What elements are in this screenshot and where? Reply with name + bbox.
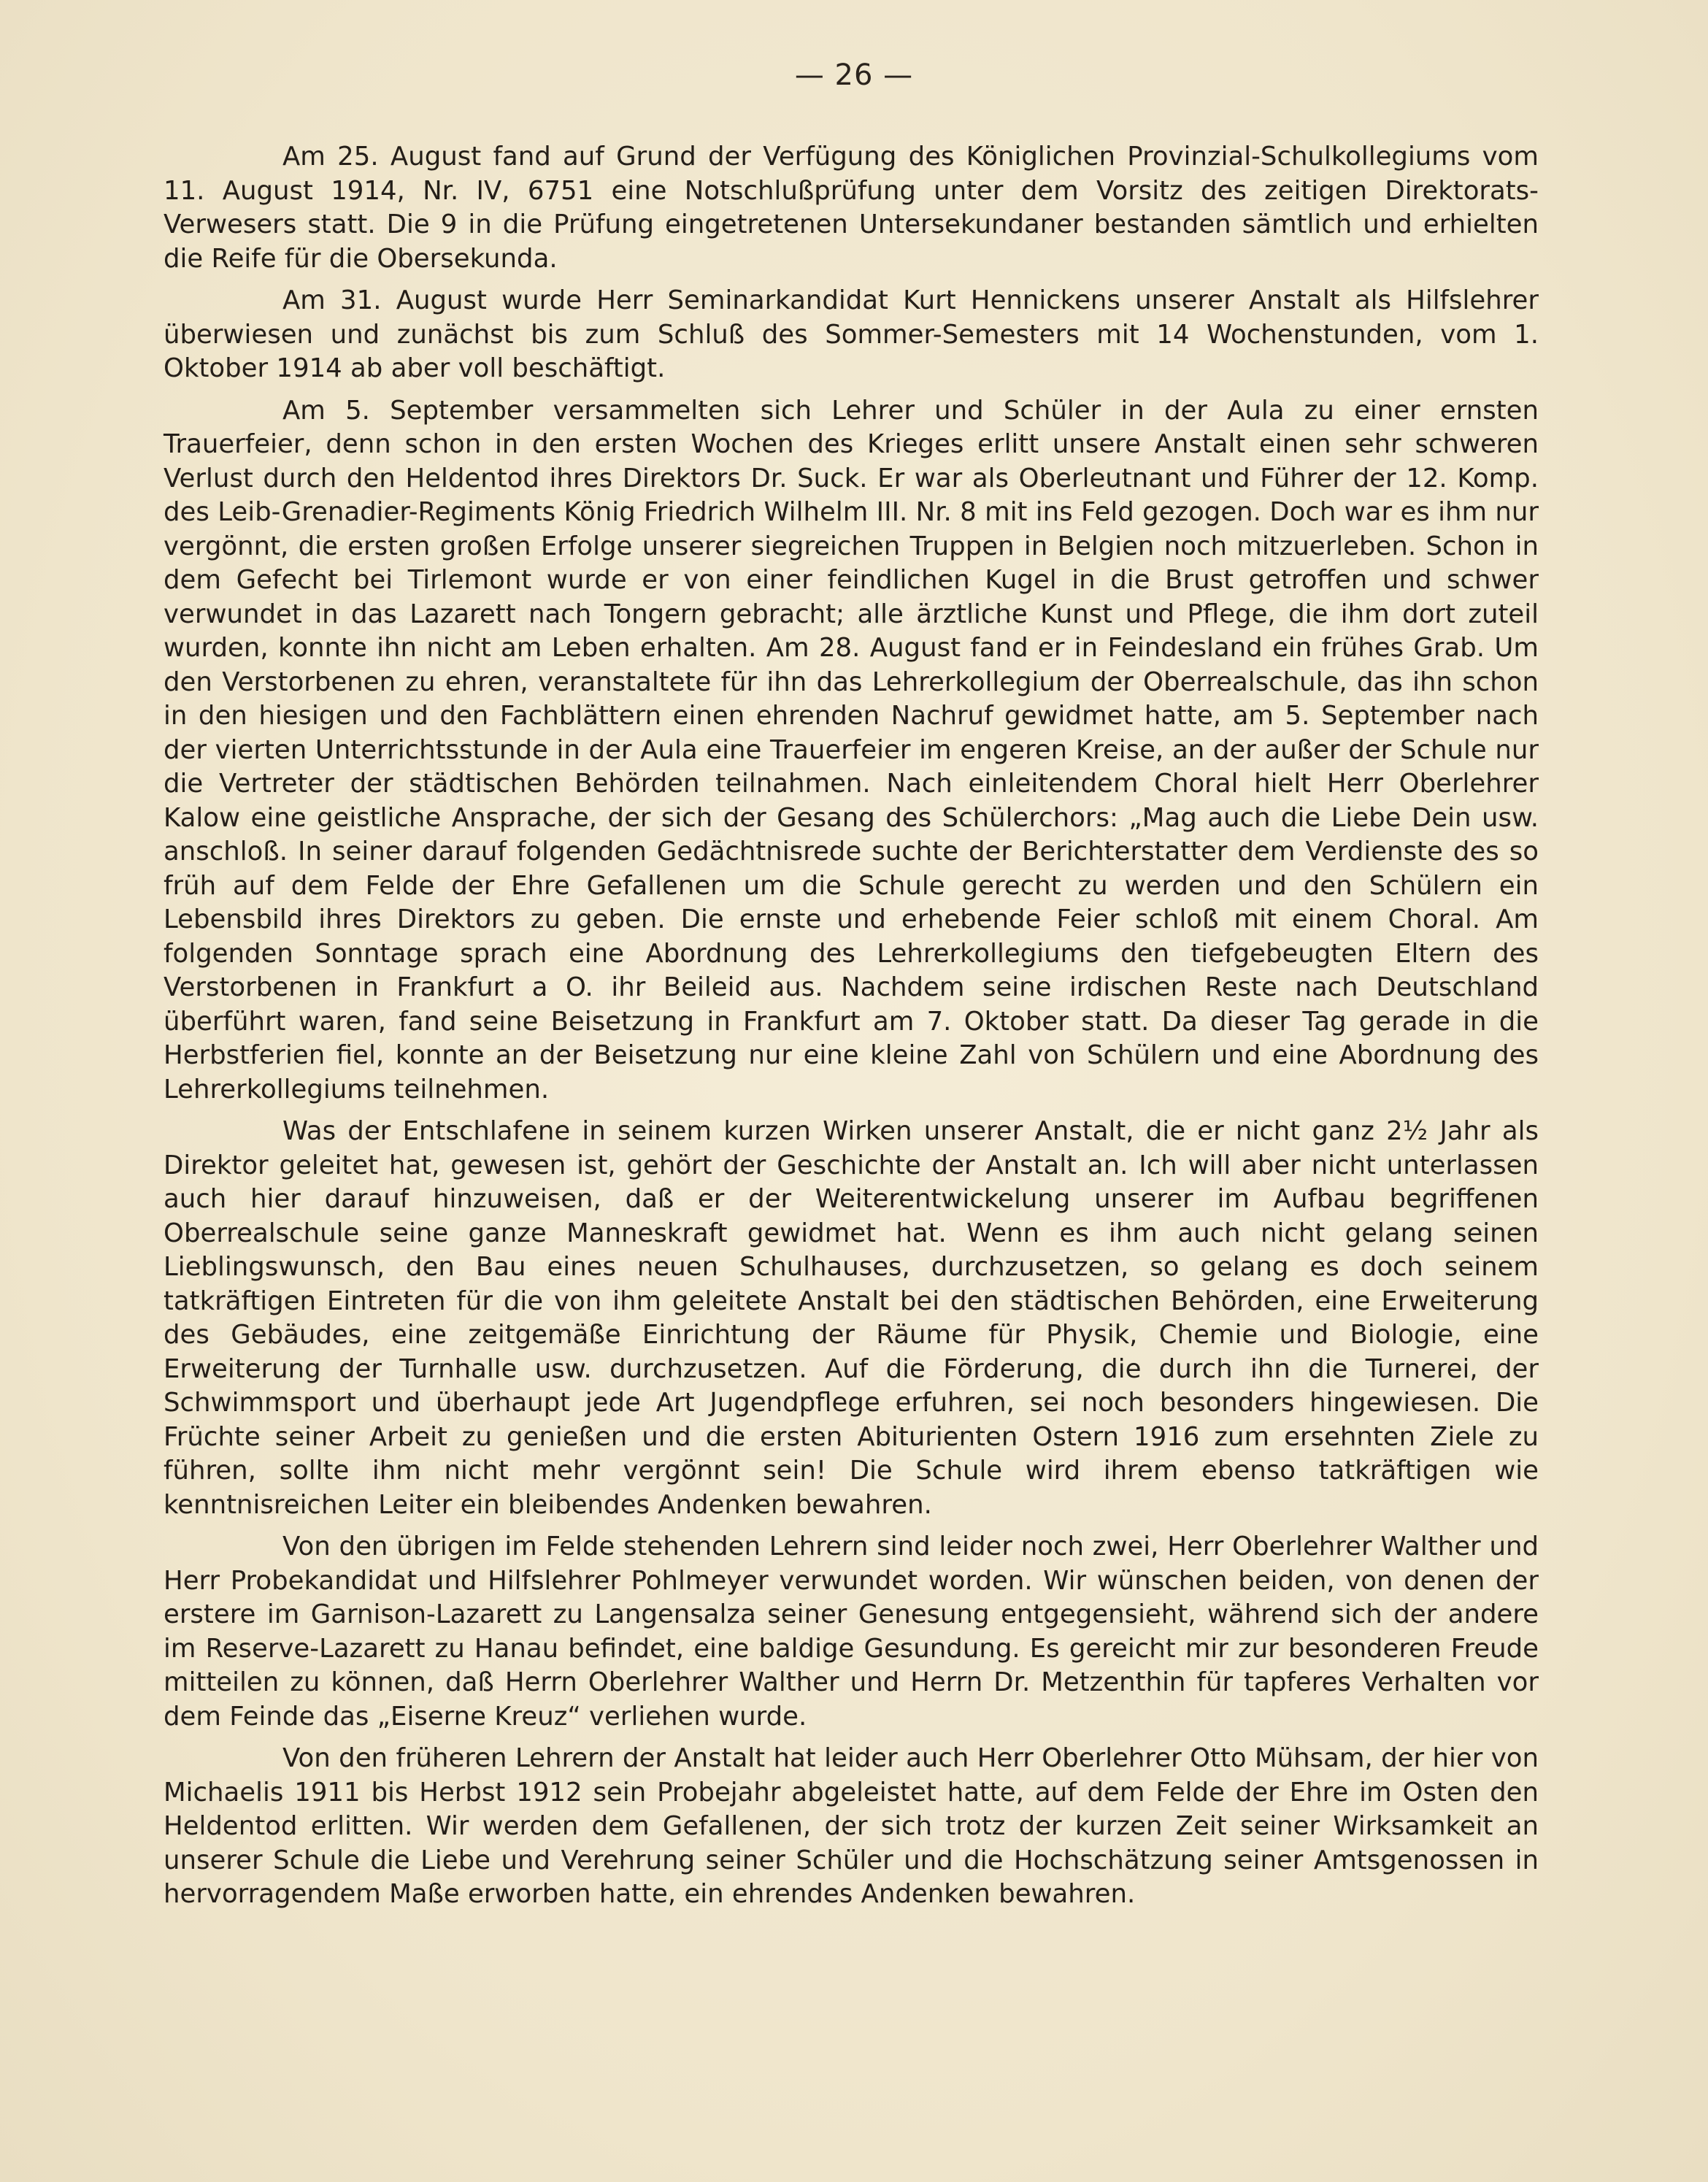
page-number: — 26 — (794, 58, 914, 92)
paragraph-verwundete: Von den übrigen im Felde stehenden Lehrern sind leider noch zwei, Herr Oberlehrer Walther und Herr Probekandidat und Hilfslehrer Pohlmeyer verwundet worden. Wir wünschen beiden, von denen der erstere im Garnison-Lazarett zu Langensalza seiner Genesung entgegensieht, während sich der andere im Reserve-Lazarett zu Hanau befindet, eine baldige Gesundung. Es gereicht mir zur besonderen Freude mitteilen zu können, daß Herrn Oberlehrer Walther und Herrn Dr. Metzenthin für tapferes Verhalten vor dem Feinde das „Eiserne Kreuz“ verliehen wurde. (164, 1532, 1539, 1732)
paragraph-fruehere-lehrer: Von den früheren Lehrern der Anstalt hat leider auch Herr Oberlehrer Otto Mühsam, der hier von Michaelis 1911 bis Herbst 1912 sein Probejahr abgeleistet hatte, auf dem Felde der Ehre im Osten den Heldentod erlitten. Wir werden dem Gefallenen, der sich trotz der kurzen Zeit seiner Wirksamkeit an unserer Schule die Liebe und Verehrung seiner Schüler und die Hochschätzung seiner Amtsgenossen in hervorragendem Maße erworben hatte, ein ehrendes Andenken bewahren. (164, 1743, 1539, 1909)
paragraph-hilfslehrer: Am 31. August wurde Herr Seminarkandidat Kurt Hennickens unserer Anstalt als Hilfslehrer überwiesen und zunächst bis zum Schluß des Sommer-Semesters mit 14 Wochenstunden, vom 1. Oktober 1914 ab aber voll beschäftigt. (164, 285, 1539, 383)
body-text (164, 140, 1539, 1912)
paragraph-abschlusspruefung: Am 25. August fand auf Grund der Verfügung des Königlichen Provinzial-Schulkollegiums vom 11. August 1914, Nr. IV, 6751 eine Notschlußprüfung unter dem Vorsitz des zeitigen Direktorats-Verwesers statt. Die 9 in die Prüfung eingetretenen Untersekundaner bestanden sämtlich und erhielten die Reife für die Obersekunda. (164, 142, 1539, 274)
paragraph-trauerfeier: Am 5. September versammelten sich Lehrer und Schüler in der Aula zu einer ernsten Trauerfeier, denn schon in den ersten Wochen des Krieges erlitt unsere Anstalt einen sehr schweren Verlust durch den Heldentod ihres Direktors Dr. Suck. Er war als Oberleutnant und Führer der 12. Komp. des Leib-Grenadier-Regiments König Friedrich Wilhelm III. Nr. 8 mit ins Feld gezogen. Doch war es ihm nur vergönnt, die ersten großen Erfolge unserer siegreichen Truppen in Belgien noch mitzuerleben. Schon in dem Gefecht bei Tirlemont wurde er von einer feindlichen Kugel in die Brust getroffen und schwer verwundet in das Lazarett nach Tongern gebracht; alle ärztliche Kunst und Pflege, die ihm dort zuteil wurden, konnte ihn nicht am Leben erhalten. Am 28. August fand er in Feindesland ein frühes Grab. Um den Verstorbenen zu ehren, veranstaltete für ihn das Lehrerkollegium der Oberrealschule, das ihn schon in den hiesigen und den Fachblättern einen ehrenden Nachruf gewidmet hatte, am 5. September nach der vierten Unterrichtsstunde in der Aula eine Trauerfeier im engeren Kreise, an der außer der Schule nur die Vertreter der städtischen Behörden teilnahmen. Nach einleitendem Choral hielt Herr Oberlehrer Kalow eine geistliche Ansprache, der sich der Gesang des Schülerchors: „Mag auch die Liebe Dein usw. anschloß. In seiner darauf folgenden Gedächtnisrede suchte der Berichterstatter dem Verdienste des so früh auf dem Felde der Ehre Gefallenen um die Schule gerecht zu werden und den Schülern ein Lebensbild ihres Direktors zu geben. Die ernste und erhebende Feier schloß mit einem Choral. Am folgenden Sonntage sprach eine Abordnung des Lehrerkollegiums den tiefgebeugten Eltern des Verstorbenen in Frankfurt a O. ihr Beileid aus. Nachdem seine irdischen Reste nach Deutschland überführt waren, fand seine Beisetzung in Frankfurt am 7. Oktober statt. Da dieser Tag gerade in die Herbstferien fiel, konnte an der Beisetzung nur eine kleine Zahl von Schülern und eine Abordnung des Lehrerkollegiums teilnehmen. (164, 395, 1539, 1105)
paragraph-wuerdigung: Was der Entschlafene in seinem kurzen Wirken unserer Anstalt, die er nicht ganz 2½ Jahr als Direktor geleitet hat, gewesen ist, gehört der Geschichte der Anstalt an. Ich will aber nicht unterlassen auch hier darauf hinzuweisen, daß er der Weiterentwickelung unserer im Aufbau begriffenen Oberrealschule seine ganze Manneskraft gewidmet hat. Wenn es ihm auch nicht gelang seinen Lieblingswunsch, den Bau eines neuen Schulhauses, durchzusetzen, so gelang es doch seinem tatkräftigen Eintreten für die von ihm geleitete Anstalt bei den städtischen Behörden, eine Erweiterung des Gebäudes, eine zeitgemäße Einrichtung der Räume für Physik, Chemie und Biologie, eine Erweiterung der Turnhalle usw. durchzusetzen. Auf die Förderung, die durch ihn die Turnerei, der Schwimmsport und überhaupt jede Art Jugendpflege erfuhren, sei noch besonders hingewiesen. Die Früchte seiner Arbeit zu genießen und die ersten Abiturienten Ostern 1916 zum ersehnten Ziele zu führen, sollte ihm nicht mehr vergönnt sein! Die Schule wird ihrem ebenso tatkräftigen wie kenntnisreichen Leiter ein bleibendes Andenken bewahren. (164, 1116, 1539, 1520)
